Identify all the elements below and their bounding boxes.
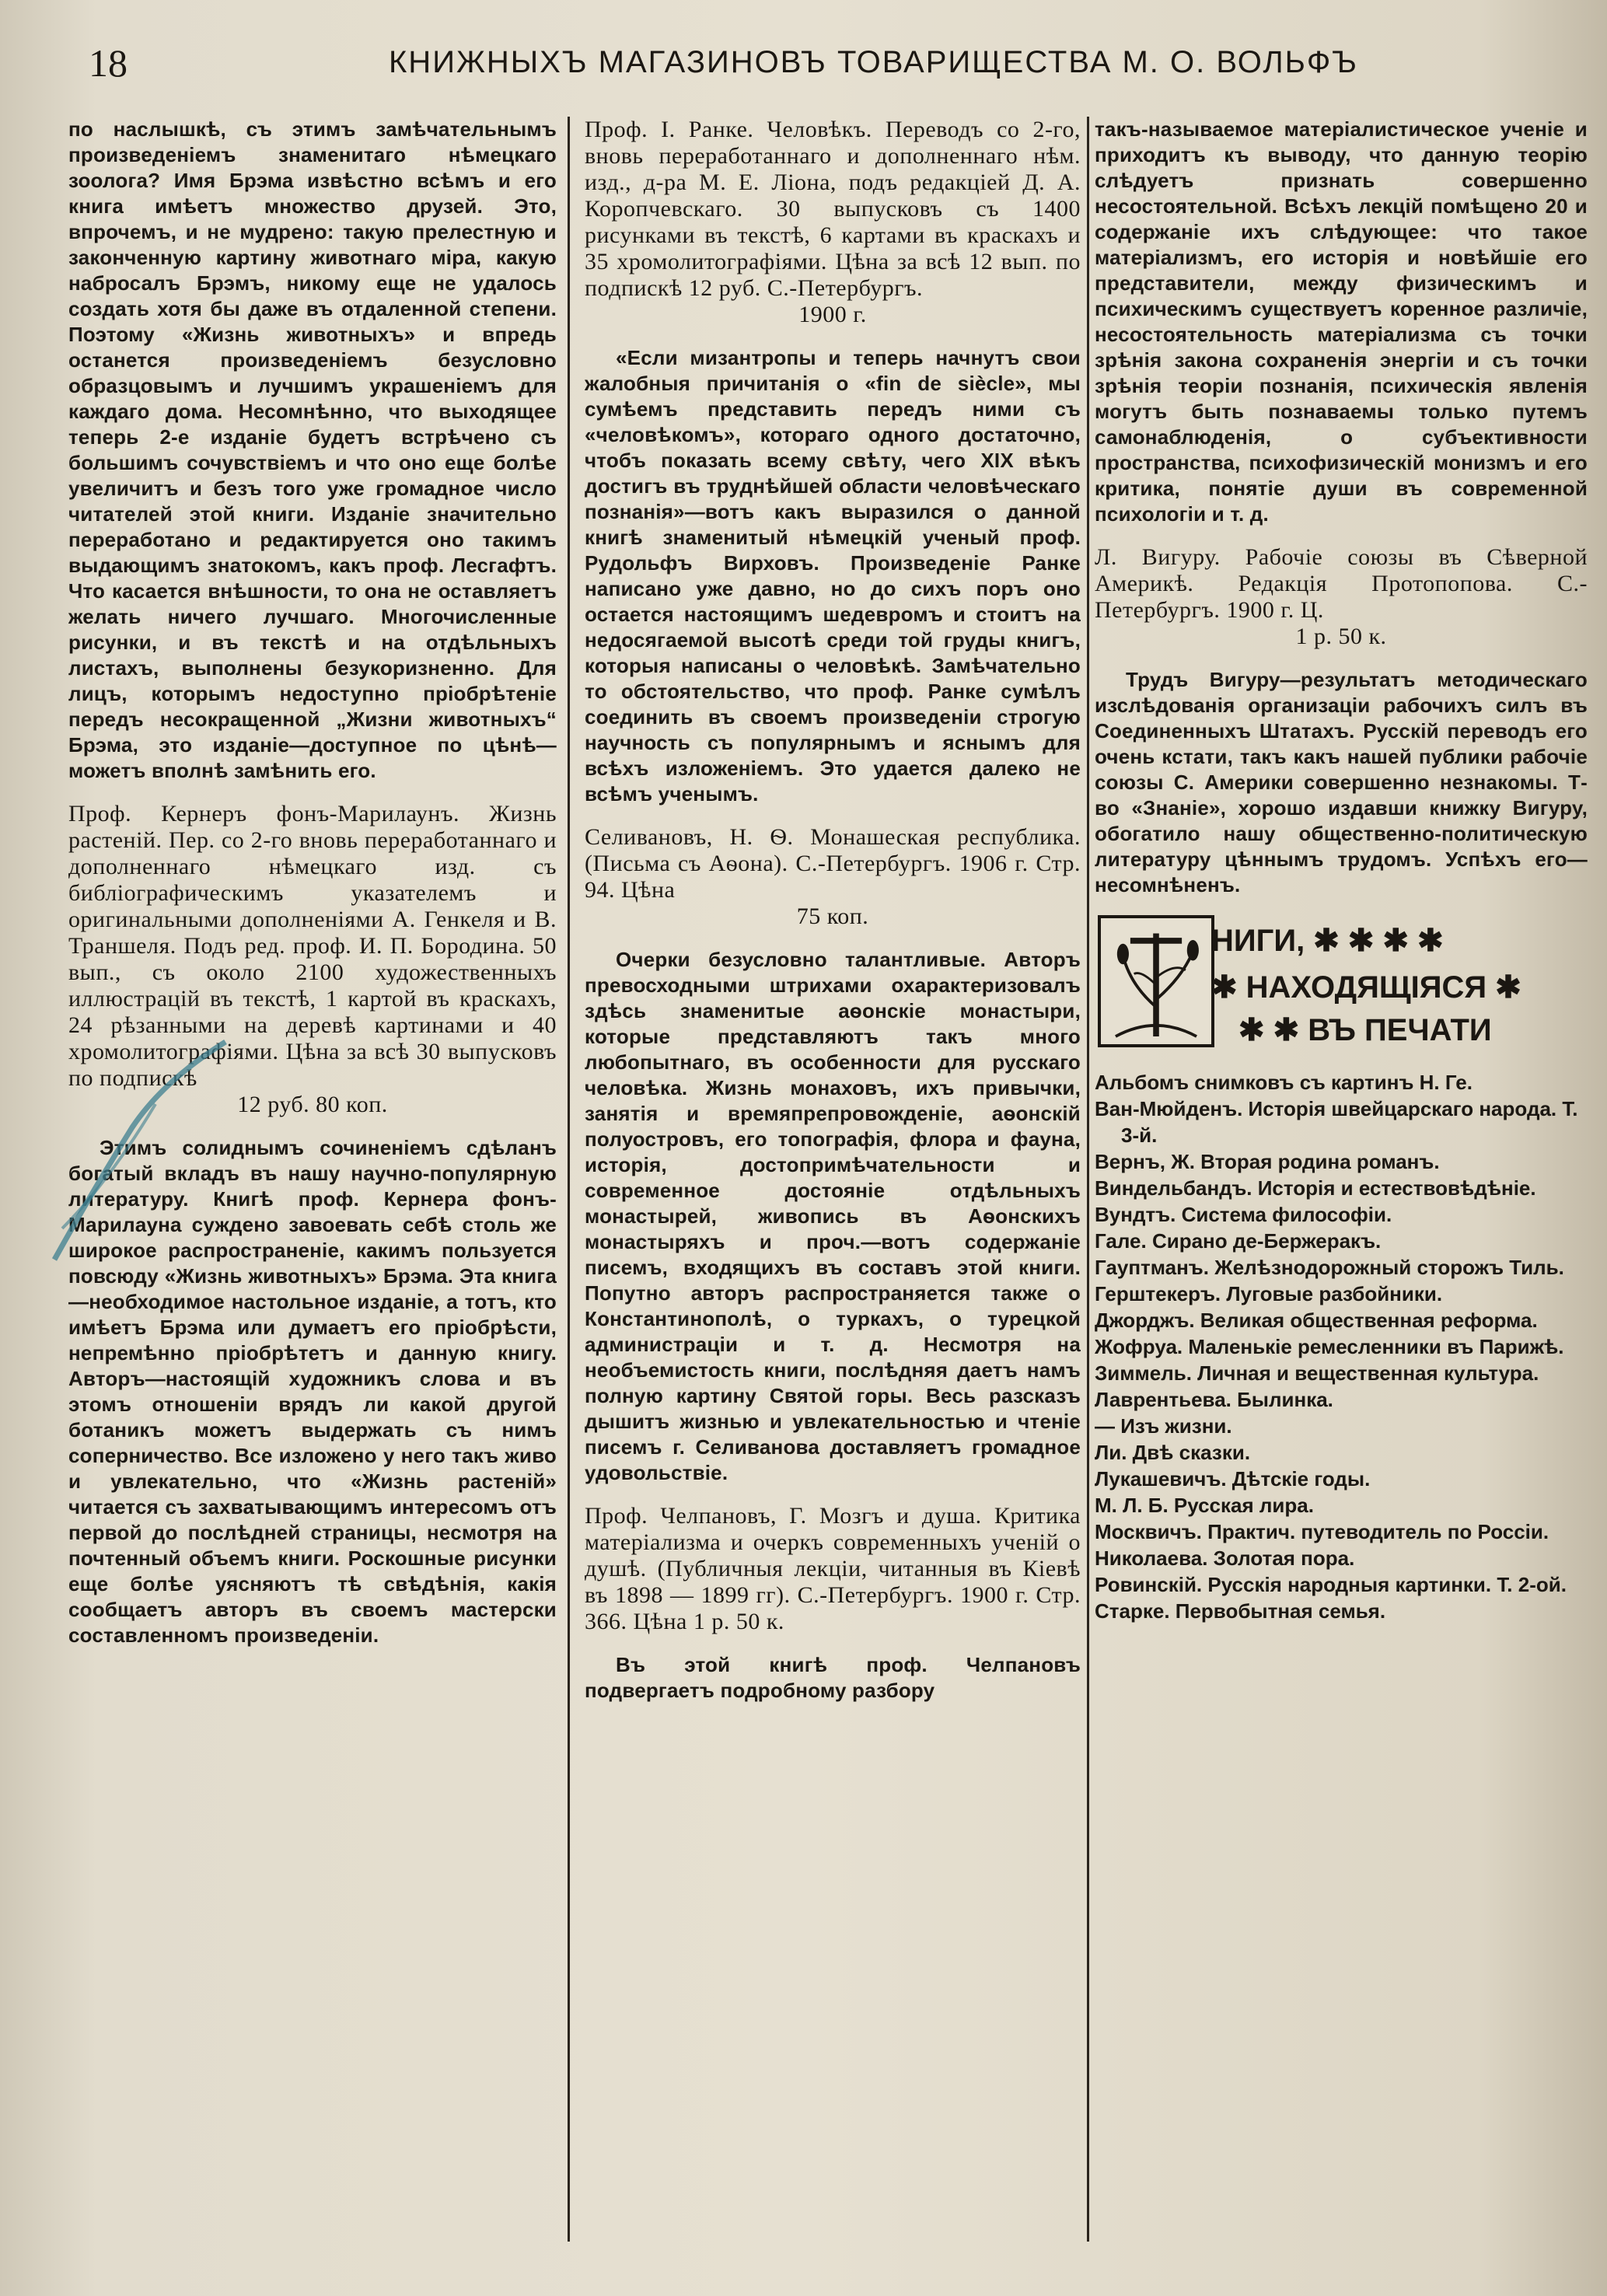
entry-citation: Проф. Кернеръ фонъ-Марилаунъ. Жизнь растеній. Пер. со 2-го вновь переработаннаго и дополненнаго нѣмецкаго изд. съ библіографическимъ указателемъ и оригинальными дополненіями А. Генкеля и В. Траншеля. Подъ ред. проф. И. П. Бородина. 50 вып., съ около 2100 художественныхъ иллюстрацій въ текстѣ, 1 картой въ краскахъ, 24 рѣзанными на деревѣ картинами и 40 хромолитографіями. Цѣна за всѣ 30 выпусковъ по подпискѣ [68, 801, 557, 1091]
in-press-list-item: Альбомъ снимковъ съ картинъ Н. Ге. [1095, 1071, 1473, 1094]
in-press-list-item: Вундтъ. Система философіи. [1095, 1203, 1392, 1226]
in-press-list-item: Гале. Сирано де-Бержеракъ. [1095, 1229, 1382, 1253]
entry-price-line: 12 руб. 80 коп. [237, 1092, 388, 1117]
in-press-title-line-2: ✱ НАХОДЯЩІЯСЯ ✱ [1211, 970, 1521, 1005]
in-press-list-item: Герштекеръ. Луговые разбойники. [1095, 1282, 1443, 1305]
paragraph-text: «Если мизантропы и теперь начнутъ свои жалобныя причитанія о «fin de siècle», мы сумѣемъ представить передъ ними съ «человѣкомъ», котораго одного достаточно, чтобъ показать всему свѣту, чего XIX вѣкъ достигъ въ труднѣйшей области человѣческаго познанія»—вотъ какъ выразился о данной книгѣ знаменитый нѣмецкій ученый проф. Рудольфъ Вирховъ. Произведеніе Ранке написано уже давно, но до сихъ поръ оно остается настоящимъ шедевромъ и стоитъ на недосягаемой высотѣ среди той груды книгъ, которыя написаны о человѣкѣ. Замѣчательно то обстоятельство, что проф. Ранке сумѣлъ соединить въ своемъ произведеніи строгую научность съ популярнымъ и яснымъ для всѣхъ изложеніемъ. Это удается далеко не всѣмъ ученымъ. [585, 346, 1081, 806]
in-press-title-line-1: НИГИ, ✱ ✱ ✱ ✱ [1211, 924, 1444, 958]
in-press-list-item: — Изъ жизни. [1095, 1414, 1232, 1438]
paragraph-text: такъ-называемое матеріалистическое ученіе и приходитъ къ выводу, что данную теорію слѣдуетъ признать совершенно несостоятельной. Всѣхъ лекцій помѣщено 20 и содержаніе ихъ слѣдующее: что такое матеріализмъ, его исторія и новѣйшіе его представители, между физическимъ и психическимъ существуетъ коренное различіе, несостоятельность матеріализма съ точки зрѣнія закона сохраненія энергіи и съ точки зрѣнія теоріи познанія, психическія явленія могутъ быть познаваемы только путемъ самонаблюденія, о субъективности пространства, психофизическій монизмъ и его критика, понятіе души въ современной психологіи и т. д. [1095, 117, 1588, 526]
in-press-list-item: Лаврентьева. Былинка. [1095, 1388, 1333, 1411]
bibliographic-entry [585, 1503, 1081, 1635]
column-rule-left [568, 117, 570, 2242]
paragraph-text: Этимъ солиднымъ сочиненіемъ сдѣланъ богатый вкладъ въ нашу научно-популярную литературу. Книгѣ проф. Кернера фонъ-Марилауна суждено завоевать себѣ столь же широкое распространеніе, какимъ пользуется повсюду «Жизнь животныхъ» Брэма. Эта книга—необходимое настольное изданіе, а тотъ, кто имѣетъ Брэма или думаетъ его пріобрѣсти, непремѣнно пріобрѣтетъ и данную книгу. Авторъ—настоящій художникъ слова и въ этомъ отношеніи врядъ ли какой другой ботаникъ можетъ выдержать съ нимъ соперничество. Все изложено у него такъ живо и увлекательно, что «Жизнь растеній» читается съ захватывающимъ интересомъ отъ первой до послѣдней страницы, несмотря на почтенный объемъ книги. Роскошные рисунки еще болѣе уясняютъ тѣ свѣдѣнія, какія сообщаетъ авторъ въ своемъ мастерски составленномъ произведеніи. [68, 1136, 557, 1647]
in-press-list-item: Николаева. Золотая пора. [1095, 1546, 1355, 1570]
entry-citation: Л. Вигуру. Рабочіе союзы въ Сѣверной Америкѣ. Редакція Протопопова. С.-Петербургъ. 1900 г. Ц. [1095, 544, 1588, 623]
entry-price-line: 75 коп. [796, 903, 869, 929]
in-press-list-item: Зиммель. Личная и вещественная культура. [1095, 1361, 1539, 1385]
review-paragraph [1095, 667, 1588, 898]
column-2 [585, 117, 1081, 2249]
in-press-heading [1095, 915, 1588, 1055]
page-number: 18 [89, 41, 128, 85]
in-press-title-line-3: ✱ ✱ ВЪ ПЕЧАТИ [1238, 1013, 1492, 1047]
paragraph-text: Трудъ Вигуру—результатъ методическаго изслѣдованія организаціи рабочихъ силъ въ Соединенныхъ Штатахъ. Русскій переводъ его очень кстати, такъ какъ нашей публики рабочіе союзы С. Америки совершенно незнакомы. Т-во «Знаніе», хорошо издавши книжку Вигуру, обогатило нашу общественно-политическую литературу цѣннымъ трудомъ. Успѣхъ его—несомнѣненъ. [1095, 668, 1588, 896]
in-press-list-item: Гауптманъ. Желѣзнодорожный сторожъ Тиль. [1095, 1256, 1564, 1279]
ornamental-initial-k-icon [1098, 915, 1214, 1047]
in-press-list-item: Жофруа. Маленькіе ремесленники въ Парижѣ. [1095, 1335, 1564, 1358]
bibliographic-entry [585, 824, 1081, 930]
paragraph-text: Въ этой книгѣ проф. Челпановъ подвергаетъ подробному разбору [585, 1653, 1081, 1702]
column-3 [1095, 117, 1588, 2249]
review-paragraph [585, 947, 1081, 1486]
in-press-list-item: М. Л. Б. Русская лира. [1095, 1494, 1314, 1517]
in-press-list-item: Джорджъ. Великая общественная реформа. [1095, 1309, 1538, 1332]
plant-ornament-icon [1101, 918, 1211, 1044]
entry-citation: Проф. Челпановъ, Г. Мозгъ и душа. Критика матеріализма и очеркъ современныхъ ученій о душѣ. (Публичныя лекціи, читанныя въ Кіевѣ въ 1898 — 1899 гг). С.-Петербургъ. 1900 г. Стр. 366. Цѣна 1 р. 50 к. [585, 1503, 1081, 1634]
column-1 [68, 117, 557, 2249]
paragraph-text: Очерки безусловно талантливые. Авторъ превосходными штрихами охарактеризовалъ здѣсь знаменитые аѳонскіе монастыри, которые представляютъ такъ много любопытнаго, въ особенности для русскаго человѣка. Жизнь монаховъ, ихъ привычки, занятія и времяпрепровожденіе, аѳонскій полуостровъ, его топографія, флора и фауна, исторія, достопримѣчательности и современное достояніе отдѣльныхъ монастырей, живопись въ Аѳонскихъ монастыряхъ и проч.—вотъ содержаніе писемъ, входящихъ въ составъ этой книги. Попутно авторъ распространяется также о Константинополѣ, о туркахъ, о турецкой администраціи и т. д. Несмотря на необъемистость книги, послѣдняя даетъ намъ полную картину Святой горы. Весь разсказъ дышитъ жизнью и увлекательностью и чтеніе писемъ г. Селиванова доставляетъ громадное удовольствіе. [585, 948, 1081, 1484]
review-paragraph [1095, 117, 1588, 527]
in-press-list [1095, 1069, 1588, 1624]
entry-citation: Проф. І. Ранке. Человѣкъ. Переводъ со 2-го, вновь переработаннаго и дополненнаго нѣм. изд., д-ра М. Е. Ліона, подъ редакціей Д. А. Коропчевскаго. 30 выпусковъ съ 1400 рисунками въ текстѣ, 6 картами въ краскахъ и 35 хромолитографіями. Цѣна за всѣ 12 вып. по подпискѣ 12 руб. С.-Петербургъ. [585, 117, 1081, 301]
review-paragraph [585, 1652, 1081, 1704]
in-press-list-item: Ровинскій. Русскія народныя картинки. Т. 2-ой. [1095, 1573, 1567, 1596]
paragraph-text: по наслышкѣ, съ этимъ замѣчательнымъ произведеніемъ знаменитаго нѣмецкаго зоолога? Имя Брэма извѣстно всѣмъ и его книга имѣетъ множество друзей. Это, впрочемъ, и не мудрено: такую прелестную и законченную картину животнаго міра, какую набросалъ Брэмъ, никому еще не удалось создать хотя бы даже въ отдаленной степени. Поэтому «Жизнь животныхъ» и впредь останется произведеніемъ безусловно образцовымъ и лучшимъ украшеніемъ для каждаго дома. Несомнѣнно, что выходящее теперь 2-е изданіе будетъ встрѣчено съ большимъ сочувствіемъ и что оно еще болѣе увеличитъ и безъ того уже громадное число читателей этой книги. Изданіе значительно переработано и редактируется оно такимъ выдающимъ знатокомъ, какъ проф. Лесгафтъ. Что касается внѣшности, то она не оставляетъ желать ничего лучшаго. Многочисленные рисунки, и въ текстѣ и на отдѣльныхъ листахъ, выполнены безукоризненно. Для лицъ, которымъ недоступно пріобрѣтеніе передъ несокращенной „Жизни животныхъ“ Брэма, это изданіе—доступное по цѣнѣ—можетъ вполнѣ замѣнить его. [68, 117, 557, 782]
running-title: КНИЖНЫХЪ МАГАЗИНОВЪ ТОВАРИЩЕСТВА М. О. ВОЛЬФЪ [389, 45, 1358, 79]
entry-price-line: 1900 г. [798, 302, 867, 327]
in-press-list-item: Ли. Двѣ сказки. [1095, 1441, 1251, 1464]
in-press-list-item: Москвичъ. Практич. путеводитель по Россіи. [1095, 1520, 1549, 1543]
column-3-articles [1095, 117, 1588, 898]
review-paragraph [585, 345, 1081, 807]
review-paragraph [68, 1135, 557, 1648]
in-press-list-item: Ван-Мюйденъ. Исторія швейцарскаго народа. Т. 3-й. [1095, 1097, 1578, 1147]
entry-citation: Селивановъ, Н. Ѳ. Монашеская республика. (Письма съ Аѳона). С.-Петербургъ. 1906 г. Стр. 94. Цѣна [585, 824, 1081, 903]
in-press-list-item: Вернъ, Ж. Вторая родина романъ. [1095, 1150, 1440, 1173]
in-press-list-item: Лукашевичъ. Дѣтскіе годы. [1095, 1467, 1371, 1490]
in-press-list-item: Виндельбандъ. Исторія и естествовѣдѣніе. [1095, 1176, 1536, 1200]
bibliographic-entry [585, 117, 1081, 328]
entry-price-line: 1 р. 50 к. [1295, 624, 1387, 649]
bibliographic-entry [68, 801, 557, 1118]
review-paragraph [68, 117, 557, 784]
column-rule-right [1087, 117, 1089, 2242]
bibliographic-entry [1095, 544, 1588, 650]
in-press-list-item: Старке. Первобытная семья. [1095, 1599, 1386, 1623]
page-header [62, 40, 1570, 87]
